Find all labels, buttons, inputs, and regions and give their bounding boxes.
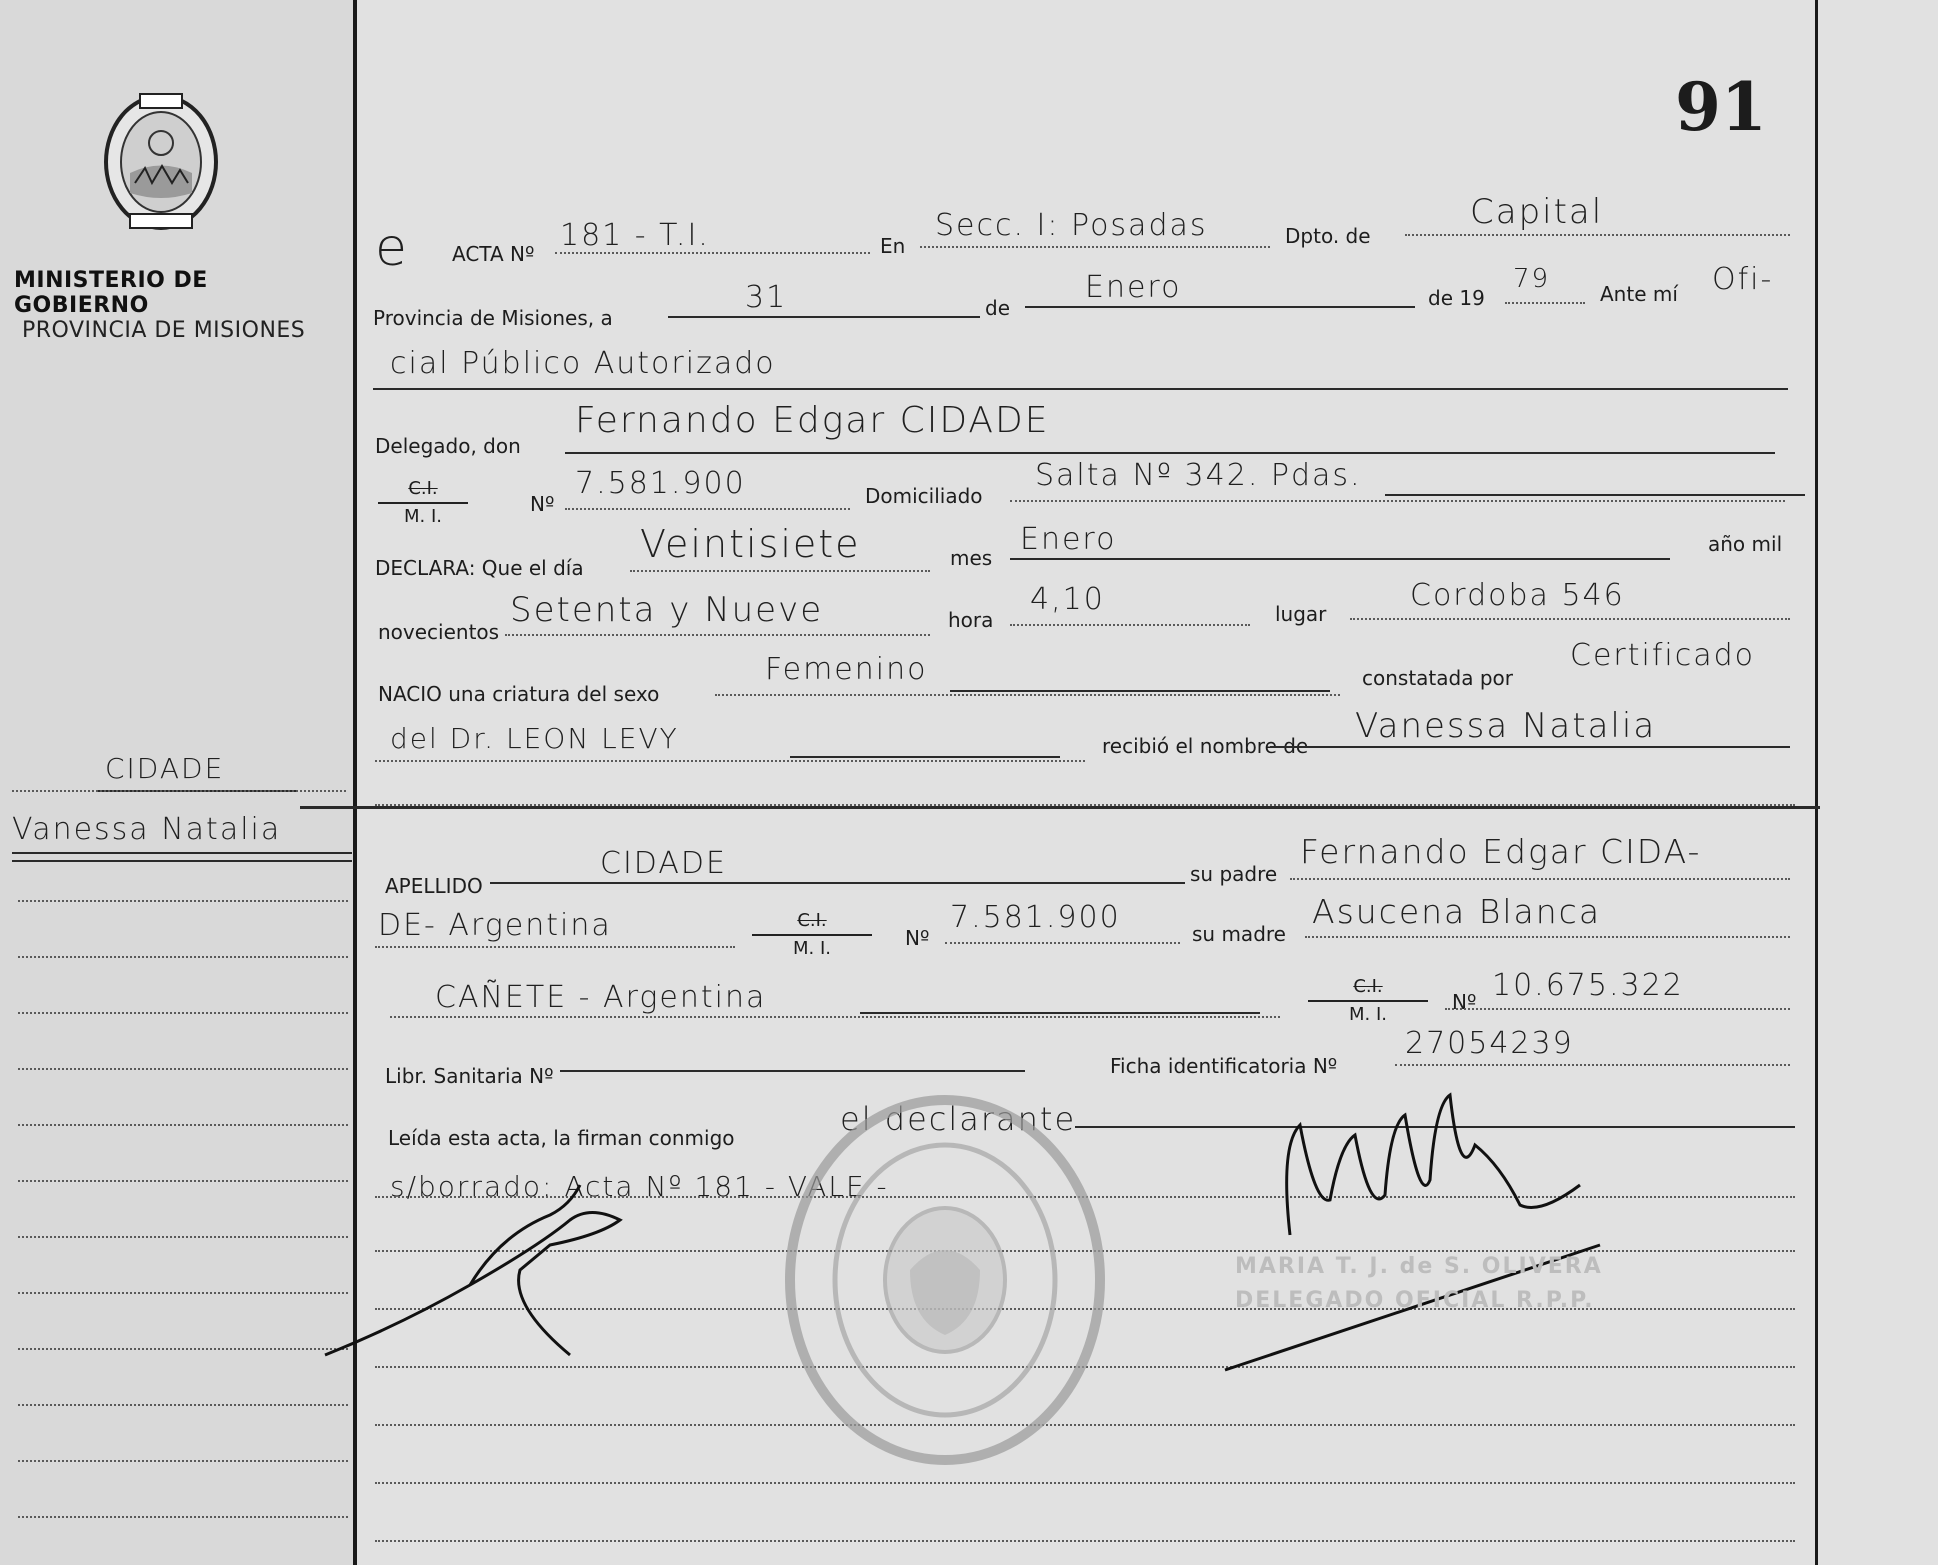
month-line xyxy=(1025,306,1415,308)
mi-bottom: M. I. xyxy=(1348,1004,1387,1025)
sexo-value: Femenino xyxy=(765,652,928,687)
leida-label: Leída esta acta, la firman conmigo xyxy=(388,1126,735,1150)
officer-stamp-line1: MARIA T. J. de S. OLIVERA xyxy=(1235,1254,1603,1279)
en-label: En xyxy=(880,234,906,258)
ante-value: Ofi- xyxy=(1712,262,1774,297)
ano-label: año mil xyxy=(1708,532,1783,556)
madre-ci-fraction xyxy=(1308,976,1428,1025)
registro-civil-round-stamp-icon xyxy=(780,1090,1110,1470)
domicilio-rule xyxy=(1385,494,1805,496)
constatada-label: constatada por xyxy=(1362,666,1513,690)
mes-line xyxy=(1010,558,1670,560)
lugar-value: Cordoba 546 xyxy=(1410,578,1625,613)
de-label: de xyxy=(985,296,1010,320)
libr-label: Libr. Sanitaria Nº xyxy=(385,1064,554,1088)
margin-line xyxy=(18,1460,348,1462)
mes-label: mes xyxy=(950,546,993,570)
delegado-line xyxy=(565,452,1775,454)
sexo-dotline xyxy=(715,694,1340,696)
nacio-label: NACIO una criatura del sexo xyxy=(378,682,660,706)
margin-line xyxy=(18,1236,348,1238)
form-line xyxy=(375,1540,1795,1542)
mes-value: Enero xyxy=(1020,522,1117,557)
declarant-signature-icon xyxy=(320,1175,680,1365)
ficha-line xyxy=(1395,1064,1790,1066)
novecientos-label: novecientos xyxy=(378,620,500,644)
provincia-de-misiones-crest-icon xyxy=(100,88,222,236)
madre-value: Asucena Blanca xyxy=(1312,892,1602,931)
padre-label: su padre xyxy=(1190,862,1278,886)
padre-ci-fraction xyxy=(752,910,872,959)
margin-line xyxy=(18,956,348,958)
day-line xyxy=(668,316,980,318)
declara-line xyxy=(630,570,930,572)
novecientos-value: Setenta y Nueve xyxy=(510,590,824,630)
madre-cont: CAÑETE - Argentina xyxy=(435,980,767,1015)
borrado-note: s/borrado: Acta Nº 181 - VALE - xyxy=(390,1170,889,1203)
delegado-label: Delegado, don xyxy=(375,434,521,458)
constatada-cont-dotline xyxy=(375,760,1085,762)
en-line xyxy=(920,246,1270,248)
sexo-line xyxy=(950,690,1330,692)
padre-cont: DE- Argentina xyxy=(378,908,612,943)
padre-value: Fernando Edgar CIDA- xyxy=(1300,832,1702,871)
padre-cont-line xyxy=(375,946,735,948)
province-heading: PROVINCIA DE MISIONES xyxy=(22,318,306,343)
form-line xyxy=(375,1482,1795,1484)
ci-line xyxy=(565,508,850,510)
domicilio-line xyxy=(1010,500,1785,502)
ficha-label: Ficha identificatoria Nº xyxy=(1110,1054,1338,1078)
nombre-value: Vanessa Natalia xyxy=(1355,706,1657,746)
acta-value: 181 - T.I. xyxy=(560,218,710,253)
madre-cont-dotline xyxy=(390,1016,1280,1018)
margin-line xyxy=(18,1180,348,1182)
ci-value: 7.581.900 xyxy=(575,466,746,501)
fraction-bar xyxy=(752,934,872,936)
right-border xyxy=(1815,0,1818,1565)
apellido-value: CIDADE xyxy=(600,846,727,881)
ante-cont-line xyxy=(373,388,1788,390)
dpto-label: Dpto. de xyxy=(1285,224,1371,248)
section-divider xyxy=(300,806,1820,809)
margin-surname: CIDADE xyxy=(105,752,225,785)
ante-label: Ante mí xyxy=(1600,282,1678,306)
novecientos-line xyxy=(505,634,930,636)
padre-no-line xyxy=(945,942,1180,944)
margin-line xyxy=(18,1348,348,1350)
ficha-value: 27054239 xyxy=(1405,1026,1574,1061)
domicilio-label: Domiciliado xyxy=(865,484,983,508)
margin-line xyxy=(18,1124,348,1126)
margin-line xyxy=(18,1012,348,1014)
lugar-label: lugar xyxy=(1275,602,1327,626)
lugar-line xyxy=(1350,618,1790,620)
constatada-value: Certificado xyxy=(1570,638,1756,673)
apellido-line xyxy=(490,882,1185,884)
margin-line xyxy=(18,900,348,902)
padre-no-value: 7.581.900 xyxy=(950,900,1121,935)
hora-label: hora xyxy=(948,608,994,632)
ante-value-cont: cial Público Autorizado xyxy=(390,346,776,381)
acta-label: ACTA Nº xyxy=(452,242,535,266)
madre-no-value: 10.675.322 xyxy=(1492,968,1684,1003)
apellido-label: APELLIDO xyxy=(385,874,483,898)
margin-line xyxy=(18,1404,348,1406)
year-value: 79 xyxy=(1513,264,1551,294)
madre-line xyxy=(1305,936,1790,938)
folio-number: 91 xyxy=(1675,68,1767,146)
margin-given-underline xyxy=(12,852,352,854)
en-value: Secc. I: Posadas xyxy=(935,208,1208,243)
delegado-value: Fernando Edgar CIDADE xyxy=(575,400,1050,441)
leida-value: el declarante xyxy=(840,1100,1077,1138)
padre-line xyxy=(1290,878,1790,880)
margin-line xyxy=(18,1068,348,1070)
domicilio-value: Salta Nº 342. Pdas. xyxy=(1035,458,1362,493)
margin-line xyxy=(18,1516,348,1518)
ci-top: C.I. xyxy=(1353,976,1383,997)
declara-label: DECLARA: Que el día xyxy=(375,556,584,580)
officer-name-stamp xyxy=(1235,1250,1603,1318)
dpto-line xyxy=(1405,234,1790,236)
madre-no-line xyxy=(1445,1008,1790,1010)
fraction-bar xyxy=(1308,1000,1428,1002)
ci-no-label: Nº xyxy=(530,492,555,516)
nombre-line xyxy=(1270,746,1790,748)
acta-line xyxy=(555,252,870,254)
margin-given-names: Vanessa Natalia xyxy=(12,812,282,847)
margin-line xyxy=(18,1292,348,1294)
constatada-cont-line xyxy=(790,756,1060,758)
ci-mi-fraction xyxy=(378,478,468,527)
mi-bottom: M. I. xyxy=(792,938,831,959)
madre-cont-line xyxy=(860,1012,1260,1014)
de19-label: de 19 xyxy=(1428,286,1485,310)
libr-line xyxy=(560,1070,1025,1072)
mi-bottom: M. I. xyxy=(403,506,442,527)
ci-top: C.I. xyxy=(797,910,827,931)
madre-label: su madre xyxy=(1192,922,1286,946)
dpto-value: Capital xyxy=(1470,192,1604,232)
month-value: Enero xyxy=(1085,270,1182,305)
ministry-heading: MINISTERIO DE GOBIERNO xyxy=(14,268,208,318)
madre-no-label: Nº xyxy=(1452,990,1477,1014)
year-line xyxy=(1505,302,1585,304)
padre-no-label: Nº xyxy=(905,926,930,950)
provincia-label: Provincia de Misiones, a xyxy=(373,306,613,330)
margin-line xyxy=(12,790,346,792)
margin-given-underline-2 xyxy=(12,860,352,862)
prefix-handwritten: e xyxy=(375,218,409,278)
hora-line xyxy=(1010,624,1250,626)
officer-signature-icon xyxy=(1220,1085,1620,1375)
ci-top: C.I. xyxy=(408,478,438,499)
declara-day: Veintisiete xyxy=(640,522,861,566)
fraction-bar xyxy=(378,502,468,504)
hora-value: 4,10 xyxy=(1030,582,1105,617)
day-value: 31 xyxy=(745,280,788,315)
officer-stamp-line2: DELEGADO OFICIAL R.P.P. xyxy=(1235,1288,1595,1313)
recibio-label: recibió el nombre de xyxy=(1102,734,1309,758)
constatada-cont: del Dr. LEON LEVY xyxy=(390,722,679,755)
